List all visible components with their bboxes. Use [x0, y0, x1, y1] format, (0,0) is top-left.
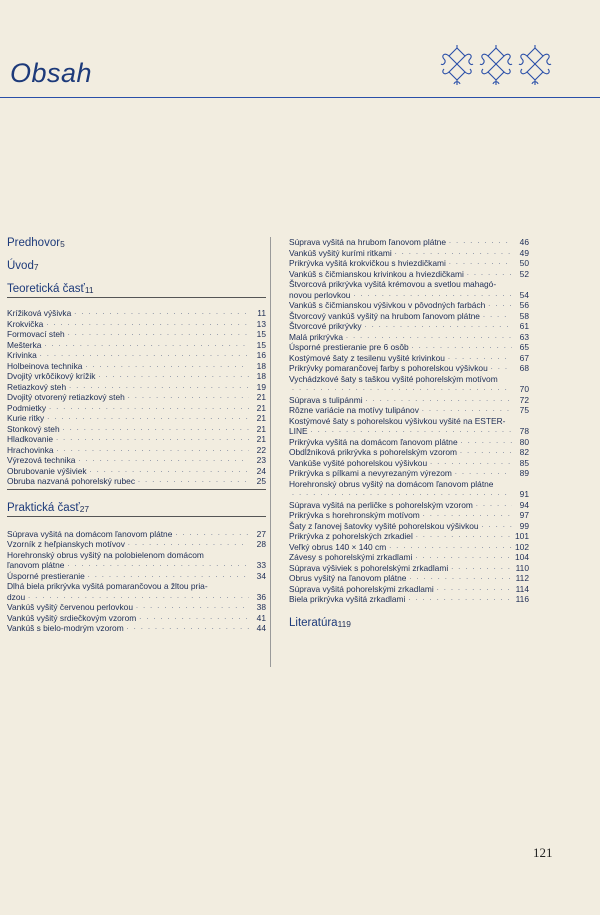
entry-title: Obrubovanie výšiviek: [7, 465, 87, 476]
page-number: 121: [533, 845, 553, 860]
page-ref: 15: [256, 329, 266, 339]
toc-entry[interactable]: [7, 403, 266, 414]
leader-dots: [85, 361, 249, 372]
toc-entry-line[interactable]: Štvorcová prikrývka vyšitá krémovou a svetlou mahagó-: [289, 279, 497, 289]
entry-title: Biela prikrývka vyšitá zrkadlami: [289, 594, 406, 604]
entry-title: Vankúš vyšitý kurími ritkami: [289, 247, 392, 258]
leader-dots: [476, 500, 512, 511]
entry-title: Súprava vyšitá na perličke s pohorelským vzorom: [289, 499, 473, 510]
entry-title: Vankúš s čičmianskou krivinkou a hviezdičkami: [289, 268, 464, 279]
entry-title: Štvorcový vankúš vyšitý na hrubom ľanovom plátne: [289, 310, 480, 321]
entry-title: Úsporné prestieranie pre 6 osôb: [289, 342, 409, 352]
leader-dots: [488, 300, 512, 311]
toc-entry[interactable]: [289, 300, 529, 311]
toc-section-prakticka[interactable]: [7, 502, 266, 514]
entry-title: LINE: [289, 426, 308, 436]
toc-entry[interactable]: [7, 560, 266, 571]
toc-entry[interactable]: [7, 392, 266, 403]
leader-dots: [422, 405, 512, 416]
section-title: Predhovor: [7, 237, 61, 249]
entry-title: Súprava výšiviek s pohorelskými zrkadlami: [289, 562, 449, 573]
toc-entry[interactable]: [7, 361, 266, 372]
leader-dots: [461, 437, 512, 448]
leader-dots: [416, 531, 512, 542]
toc-entry-line[interactable]: Horehronský obrus vyšitý na domácom ľanovom plátne: [289, 478, 494, 489]
entry-title: Prikrývka z pohorelských zrkadiel: [289, 531, 413, 541]
page-ref: 28: [256, 539, 266, 549]
page-ref: 75: [519, 405, 529, 415]
entry-title: Šaty z ľanovej šatovky vyšité pohorelskou výšivkou: [289, 520, 479, 531]
entry-title: Dvojitý vrkôčikový krížik: [7, 371, 96, 381]
page-ref: 54: [519, 289, 529, 300]
toc-entry[interactable]: [7, 340, 266, 351]
leader-dots: [88, 571, 249, 582]
toc-entry[interactable]: [7, 529, 266, 540]
toc-entry-line[interactable]: Kostýmové šaty s pohorelskou výšivkou vyšité na ESTER-: [289, 415, 506, 426]
toc-entry-line[interactable]: Horehronský obrus vyšitý na polobielenom domácom: [7, 549, 204, 560]
entry-title: Obruba nazvaná pohorelský rubec: [7, 476, 136, 486]
page-ref: 13: [256, 318, 266, 329]
leader-dots: [430, 458, 512, 469]
page-ref: 15: [256, 339, 266, 350]
leader-dots: [56, 434, 249, 445]
entry-title: Vankúš vyšitý červenou perlovkou: [7, 602, 133, 612]
page-ref: 16: [256, 350, 266, 360]
page-ref: 7: [33, 262, 39, 272]
leader-dots: [467, 269, 512, 280]
practice-entry-list: [7, 529, 266, 634]
toc-entry[interactable]: [289, 458, 529, 469]
leader-dots: [366, 395, 512, 406]
toc-entry[interactable]: [7, 308, 266, 319]
toc-entry[interactable]: [7, 539, 266, 550]
toc-entry[interactable]: [289, 584, 529, 595]
entry-title: Vankúše vyšité pohorelskou výšivkou: [289, 457, 428, 468]
page-ref: 34: [256, 570, 266, 581]
toc-entry[interactable]: [289, 542, 529, 553]
entry-title: Súprava vyšitá na hrubom ľanovom plátne: [289, 237, 447, 247]
toc-entry[interactable]: [7, 413, 266, 424]
page-ref: 24: [256, 465, 266, 476]
leader-dots: [47, 413, 249, 424]
page-ref: 38: [256, 602, 266, 612]
leader-dots: [415, 552, 512, 563]
page-ref: 19: [256, 381, 266, 392]
leader-dots: [448, 353, 512, 364]
page-ref: 82: [519, 447, 529, 457]
folk-ornament-icon: [438, 44, 556, 86]
leader-dots: [46, 319, 249, 330]
entry-title: Závesy s pohorelskými zrkadlami: [289, 552, 413, 562]
toc-entry[interactable]: [289, 573, 529, 584]
entry-title: Vankúš s čičmianskou výšivkou v pôvodných farbách: [289, 300, 486, 310]
entry-title: Retiazkový steh: [7, 381, 67, 392]
entry-title: Prikrývky pomarančovej farby s pohorelskou výšivkou: [289, 363, 488, 373]
entry-title: Súprava s tulipánmi: [289, 394, 363, 405]
page-ref: 21: [256, 434, 266, 444]
toc-entry[interactable]: [7, 602, 266, 613]
page-ref: 61: [519, 321, 529, 331]
toc-section-teoreticka[interactable]: [7, 283, 266, 295]
entry-title: Prikrývka s horehronským motívom: [289, 510, 420, 520]
page-ref: 91: [519, 489, 529, 499]
section-title: Teoretická časť: [7, 283, 85, 295]
toc-entry[interactable]: [289, 290, 529, 301]
toc-entry[interactable]: [7, 424, 266, 435]
leader-dots: [68, 329, 249, 340]
page-ref: 36: [256, 591, 266, 602]
toc-entry[interactable]: [289, 552, 529, 563]
leader-dots: [128, 392, 249, 403]
page-ref: 99: [519, 520, 529, 531]
toc-entry[interactable]: [289, 510, 529, 521]
toc-section-literatura[interactable]: [289, 617, 529, 629]
toc-right-column: [289, 237, 529, 629]
page-ref: 65: [519, 342, 529, 352]
leader-dots: [482, 521, 512, 532]
entry-title: Stonkový steh: [7, 423, 60, 434]
leader-dots: [451, 563, 512, 574]
toc-left-column: [7, 237, 271, 667]
page-title: Obsah: [10, 58, 93, 88]
leader-dots: [292, 384, 512, 395]
page-ref: 46: [519, 237, 529, 247]
entry-title: dzou: [7, 591, 26, 602]
leader-dots: [449, 237, 512, 248]
toc-section-uvod[interactable]: [7, 260, 266, 272]
leader-dots: [139, 613, 249, 624]
toc-entry[interactable]: [7, 623, 266, 634]
entry-title: Hladkovanie: [7, 434, 54, 444]
toc-entry[interactable]: [289, 311, 529, 322]
leader-dots: [311, 426, 512, 437]
page-ref: 101: [515, 531, 529, 541]
page-ref: 80: [519, 436, 529, 447]
toc-entry[interactable]: [289, 437, 529, 448]
toc-entry[interactable]: [7, 371, 266, 382]
page-ref: 114: [515, 583, 529, 594]
toc-entry[interactable]: [289, 395, 529, 406]
entry-title: Malá prikrývka: [289, 331, 343, 342]
leader-dots: [455, 468, 512, 479]
page-ref: 11: [84, 285, 94, 295]
toc-entry[interactable]: [289, 405, 529, 416]
leader-dots: [449, 258, 512, 269]
toc-entry[interactable]: [289, 426, 529, 437]
toc-entry[interactable]: [289, 353, 529, 364]
toc-entry[interactable]: [7, 445, 266, 456]
section-title: Literatúra: [289, 616, 338, 629]
entry-title: Krivinka: [7, 350, 37, 360]
toc-entry[interactable]: [289, 384, 529, 395]
entry-title: Súprava vyšitá na domácom ľanovom plátne: [7, 528, 173, 539]
toc-entry[interactable]: [289, 258, 529, 269]
page-ref: 110: [515, 562, 529, 573]
page-ref: 85: [519, 457, 529, 468]
leader-dots: [69, 382, 249, 393]
toc-section-predhovor[interactable]: [7, 237, 266, 249]
page-ref: 44: [256, 623, 266, 633]
page-ref: 23: [256, 455, 266, 465]
page-ref: 56: [519, 300, 529, 310]
page-ref: 18: [256, 371, 266, 381]
toc-entry[interactable]: [289, 447, 529, 458]
leader-dots: [49, 403, 249, 414]
page-ref: 5: [60, 239, 65, 249]
page-ref: 33: [256, 560, 266, 570]
entry-title: Krížiková výšivka: [7, 308, 72, 318]
entry-title: Rôzne variácie na motívy tulipánov: [289, 405, 419, 415]
entry-title: Obdĺžniková prikrývka s pohorelským vzorom: [289, 447, 458, 457]
page-ref: 58: [519, 310, 529, 321]
leader-dots: [128, 539, 249, 550]
leader-dots: [74, 308, 249, 319]
section-title: Praktická časť: [7, 501, 80, 514]
leader-dots: [67, 560, 249, 571]
toc-entry[interactable]: [289, 531, 529, 542]
leader-dots: [90, 466, 249, 477]
page-ref: 27: [256, 528, 266, 539]
page-ref: 97: [519, 510, 529, 520]
page-ref: 70: [519, 384, 529, 394]
toc-entry[interactable]: [289, 468, 529, 479]
entry-title: Prikrývka vyšitá na domácom ľanovom plátne: [289, 436, 458, 447]
entry-title: Dvojitý otvorený retiazkový steh: [7, 392, 125, 402]
entry-title: Holbeinova technika: [7, 360, 83, 371]
toc-entry[interactable]: [7, 350, 266, 361]
leader-dots: [28, 592, 249, 603]
toc-entry[interactable]: [7, 434, 266, 445]
leader-dots: [98, 371, 249, 382]
leader-dots: [136, 602, 249, 613]
page-ref: 50: [519, 258, 529, 268]
page-ref: 22: [256, 444, 266, 455]
page-ref: 116: [515, 594, 529, 604]
entry-title: Formovací steh: [7, 329, 65, 339]
page-ref: 68: [519, 363, 529, 373]
entry-title: Súprava vyšitá pohorelskými zrkadlami: [289, 583, 434, 594]
leader-dots: [412, 342, 512, 353]
theory-entry-list: [7, 308, 266, 487]
page-ref: 67: [519, 352, 529, 363]
toc-entry[interactable]: [7, 455, 266, 466]
leader-dots: [365, 321, 512, 332]
page-ref: 63: [519, 331, 529, 342]
leader-dots: [423, 510, 512, 521]
toc-entry[interactable]: [7, 476, 266, 487]
leader-dots: [63, 424, 249, 435]
toc-entry[interactable]: [7, 466, 266, 477]
entry-title: Prikrývka s pílkami a nevyrezaným výrezom: [289, 468, 452, 478]
toc-entry[interactable]: [289, 521, 529, 532]
page-ref: 112: [515, 573, 529, 583]
page-ref: 104: [515, 552, 529, 562]
entry-title: novou perlovkou: [289, 289, 351, 300]
leader-dots: [346, 332, 512, 343]
entry-title: Vankúš vyšitý srdiečkovým vzorom: [7, 612, 137, 623]
entry-title: Vzorník z heľpianskych motívov: [7, 539, 125, 549]
toc-entry-line[interactable]: Vychádzkové šaty s taškou vyšité pohorelským motívom: [289, 373, 498, 384]
toc-entry[interactable]: [7, 382, 266, 393]
page-ref: 72: [519, 394, 529, 405]
page-ref: 102: [515, 541, 529, 552]
page-ref: 18: [256, 360, 266, 371]
entry-title: Krokvička: [7, 318, 44, 329]
page-ref: 21: [256, 392, 266, 402]
leader-dots: [409, 573, 512, 584]
toc-entry[interactable]: [7, 571, 266, 582]
leader-dots: [127, 623, 249, 634]
entry-title: Podmietky: [7, 402, 47, 413]
page-ref: 27: [79, 503, 90, 514]
toc-entry[interactable]: [289, 248, 529, 259]
entry-title: Prikrývka vyšitá krokvičkou s hviezdičkami: [289, 258, 446, 268]
entry-title: Mešterka: [7, 339, 42, 350]
entry-title: Vankúš s bielo-modrým vzorom: [7, 623, 124, 633]
leader-dots: [408, 594, 512, 605]
toc-entry[interactable]: [7, 613, 266, 624]
entry-title: Výrezová technika: [7, 455, 76, 465]
entry-title: Hrachovinka: [7, 444, 54, 455]
leader-dots: [138, 476, 249, 487]
page-ref: 89: [519, 468, 529, 478]
toc-entry[interactable]: [289, 269, 529, 280]
leader-dots: [175, 529, 249, 540]
entry-title: Štvorcové prikrývky: [289, 321, 362, 331]
page-ref: 78: [519, 426, 529, 436]
entry-title: Veľký obrus 140 × 140 cm: [289, 541, 387, 552]
entry-title: Kurie ritky: [7, 413, 45, 423]
entry-title: Úsporné prestieranie: [7, 570, 85, 581]
leader-dots: [78, 455, 249, 466]
toc-entry[interactable]: [289, 489, 529, 500]
page-ref: 94: [519, 499, 529, 510]
leader-dots: [40, 350, 249, 361]
leader-dots: [460, 447, 512, 458]
toc-entry[interactable]: [289, 363, 529, 374]
header-rule: [0, 97, 600, 98]
page-ref: 119: [337, 618, 351, 629]
entry-title: Obrus vyšitý na ľanovom plátne: [289, 573, 407, 583]
entry-title: Kostýmové šaty z tesilenu vyšité krivinkou: [289, 352, 445, 363]
leader-dots: [437, 584, 512, 595]
toc-entry[interactable]: [289, 594, 529, 605]
toc-entry[interactable]: [289, 500, 529, 511]
toc-entry[interactable]: [289, 321, 529, 332]
page-ref: 21: [256, 413, 266, 423]
page-ref: 25: [256, 476, 266, 486]
page-ref: 11: [257, 308, 266, 318]
leader-dots: [353, 290, 512, 301]
leader-dots: [395, 248, 512, 259]
page-ref: 21: [256, 402, 266, 413]
leader-dots: [44, 340, 249, 351]
toc-entry-line[interactable]: Dlhá biela prikrývka vyšitá pomarančovou a žltou pria-: [7, 581, 208, 591]
page-ref: 21: [256, 423, 266, 434]
entry-title: ľanovom plátne: [7, 560, 65, 570]
leader-dots: [389, 542, 512, 553]
page-ref: 49: [519, 247, 529, 258]
toc-entry[interactable]: [289, 563, 529, 574]
toc-entry[interactable]: [289, 237, 529, 248]
toc-entry[interactable]: [7, 319, 266, 330]
leader-dots: [491, 363, 512, 374]
toc-entry[interactable]: [289, 332, 529, 343]
leader-dots: [57, 445, 249, 456]
leader-dots: [483, 311, 512, 322]
toc-entry[interactable]: [7, 329, 266, 340]
toc-entry[interactable]: [7, 592, 266, 603]
toc-entry[interactable]: [289, 342, 529, 353]
section-title: Úvod: [7, 260, 34, 272]
page-ref: 41: [256, 612, 266, 623]
page-ref: 52: [519, 268, 529, 279]
leader-dots: [292, 489, 512, 500]
